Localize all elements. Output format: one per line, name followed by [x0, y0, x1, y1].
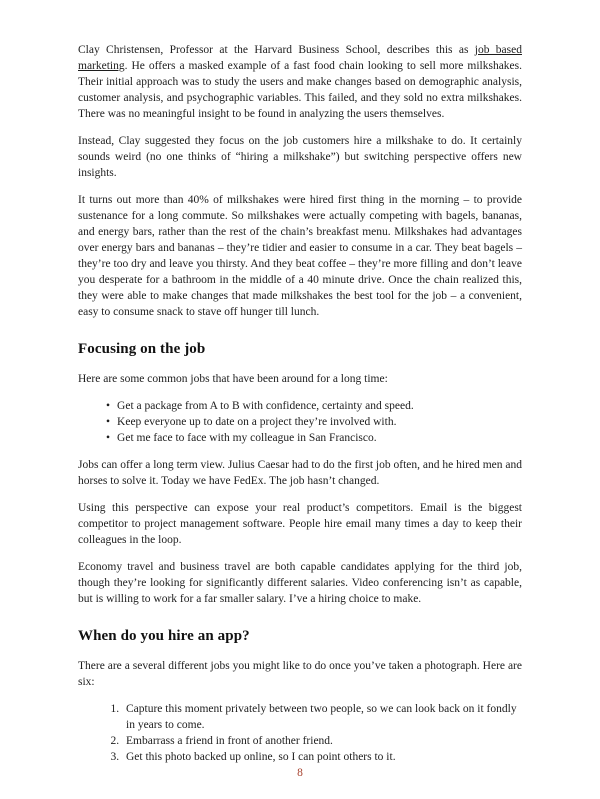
list-item: 3. Get this photo backed up online, so I can point others to it. [122, 749, 522, 765]
job-based-marketing-link[interactable]: job based marketing [78, 44, 522, 72]
paragraph-competitors: Using this perspective can expose your real product’s competitors. Email is the biggest competitor to project management software. People hire email many times a day to keep their colleagues in the loop. [78, 502, 522, 546]
common-jobs-list [78, 398, 522, 446]
list-item: • Get a package from A to B with confidence, certainty and speed. [106, 398, 522, 414]
list-item: 1. Capture this moment privately between two people, so we can look back on it fondly in years to come. [122, 701, 522, 733]
document-body [78, 42, 522, 765]
paragraph-text: Clay Christensen, Professor at the Harvard Business School, describes this as [78, 44, 475, 56]
paragraph-text: . He offers a masked example of a fast food chain looking to sell more milkshakes. Their initial approach was to study the users and make changes based on demographic analysis, customer analysis, and psychographic variables. This failed, and they sold no extra milkshakes. There was no meaningful insight to be found in analyzing the users themselves. [78, 60, 522, 120]
photo-jobs-list [78, 701, 522, 765]
page-number: 8 [297, 767, 303, 779]
paragraph-milkshake-job: Instead, Clay suggested they focus on the job customers hire a milkshake to do. It certainly sounds weird (no one thinks of “hiring a milkshake”) but switching perspective offers new insights. [78, 135, 522, 179]
list-item: 2. Embarrass a friend in front of another friend. [122, 733, 522, 749]
paragraph-photo-jobs-intro: There are a several different jobs you might like to do once you’ve taken a photograph. Here are six: [78, 660, 522, 688]
list-item: • Get me face to face with my colleague in San Francisco. [106, 430, 522, 446]
paragraph-common-jobs-intro: Here are some common jobs that have been around for a long time: [78, 373, 388, 385]
section-heading-focusing-on-the-job: Focusing on the job [78, 341, 206, 357]
list-item: • Keep everyone up to date on a project they’re involved with. [106, 414, 522, 430]
paragraph-intro [78, 42, 522, 122]
paragraph-milkshake-findings: It turns out more than 40% of milkshakes were hired first thing in the morning – to provide sustenance for a long commute. So milkshakes were actually competing with bagels, bananas, and energy bars, rather than the rest of the chain’s breakfast menu. Milkshakes had advantages over energy bars and bananas – they’re tidier and easier to consume in a car. They beat bagels – they’re too dry and leave you thirsty. And they beat coffee – they’re more filling and don’t leave you desperate for a bathroom in the middle of a 40 minute drive. Once the chain realized this, they were able to make changes that made milkshakes the best tool for the job – a convenient, easy to consume snack to stave off hunger till lunch. [78, 194, 522, 318]
paragraph-long-term-view: Jobs can offer a long term view. Julius Caesar had to do the first job often, and he hired men and horses to solve it. Today we have FedEx. The job hasn’t changed. [78, 459, 522, 487]
section-heading-when-do-you-hire-an-app: When do you hire an app? [78, 628, 250, 644]
paragraph-travel-candidates: Economy travel and business travel are both capable candidates applying for the third job, though they’re looking for significantly different salaries. Video conferencing isn’t as capable, but is willing to work for a far smaller salary. I’ve a hiring choice to make. [78, 561, 522, 605]
